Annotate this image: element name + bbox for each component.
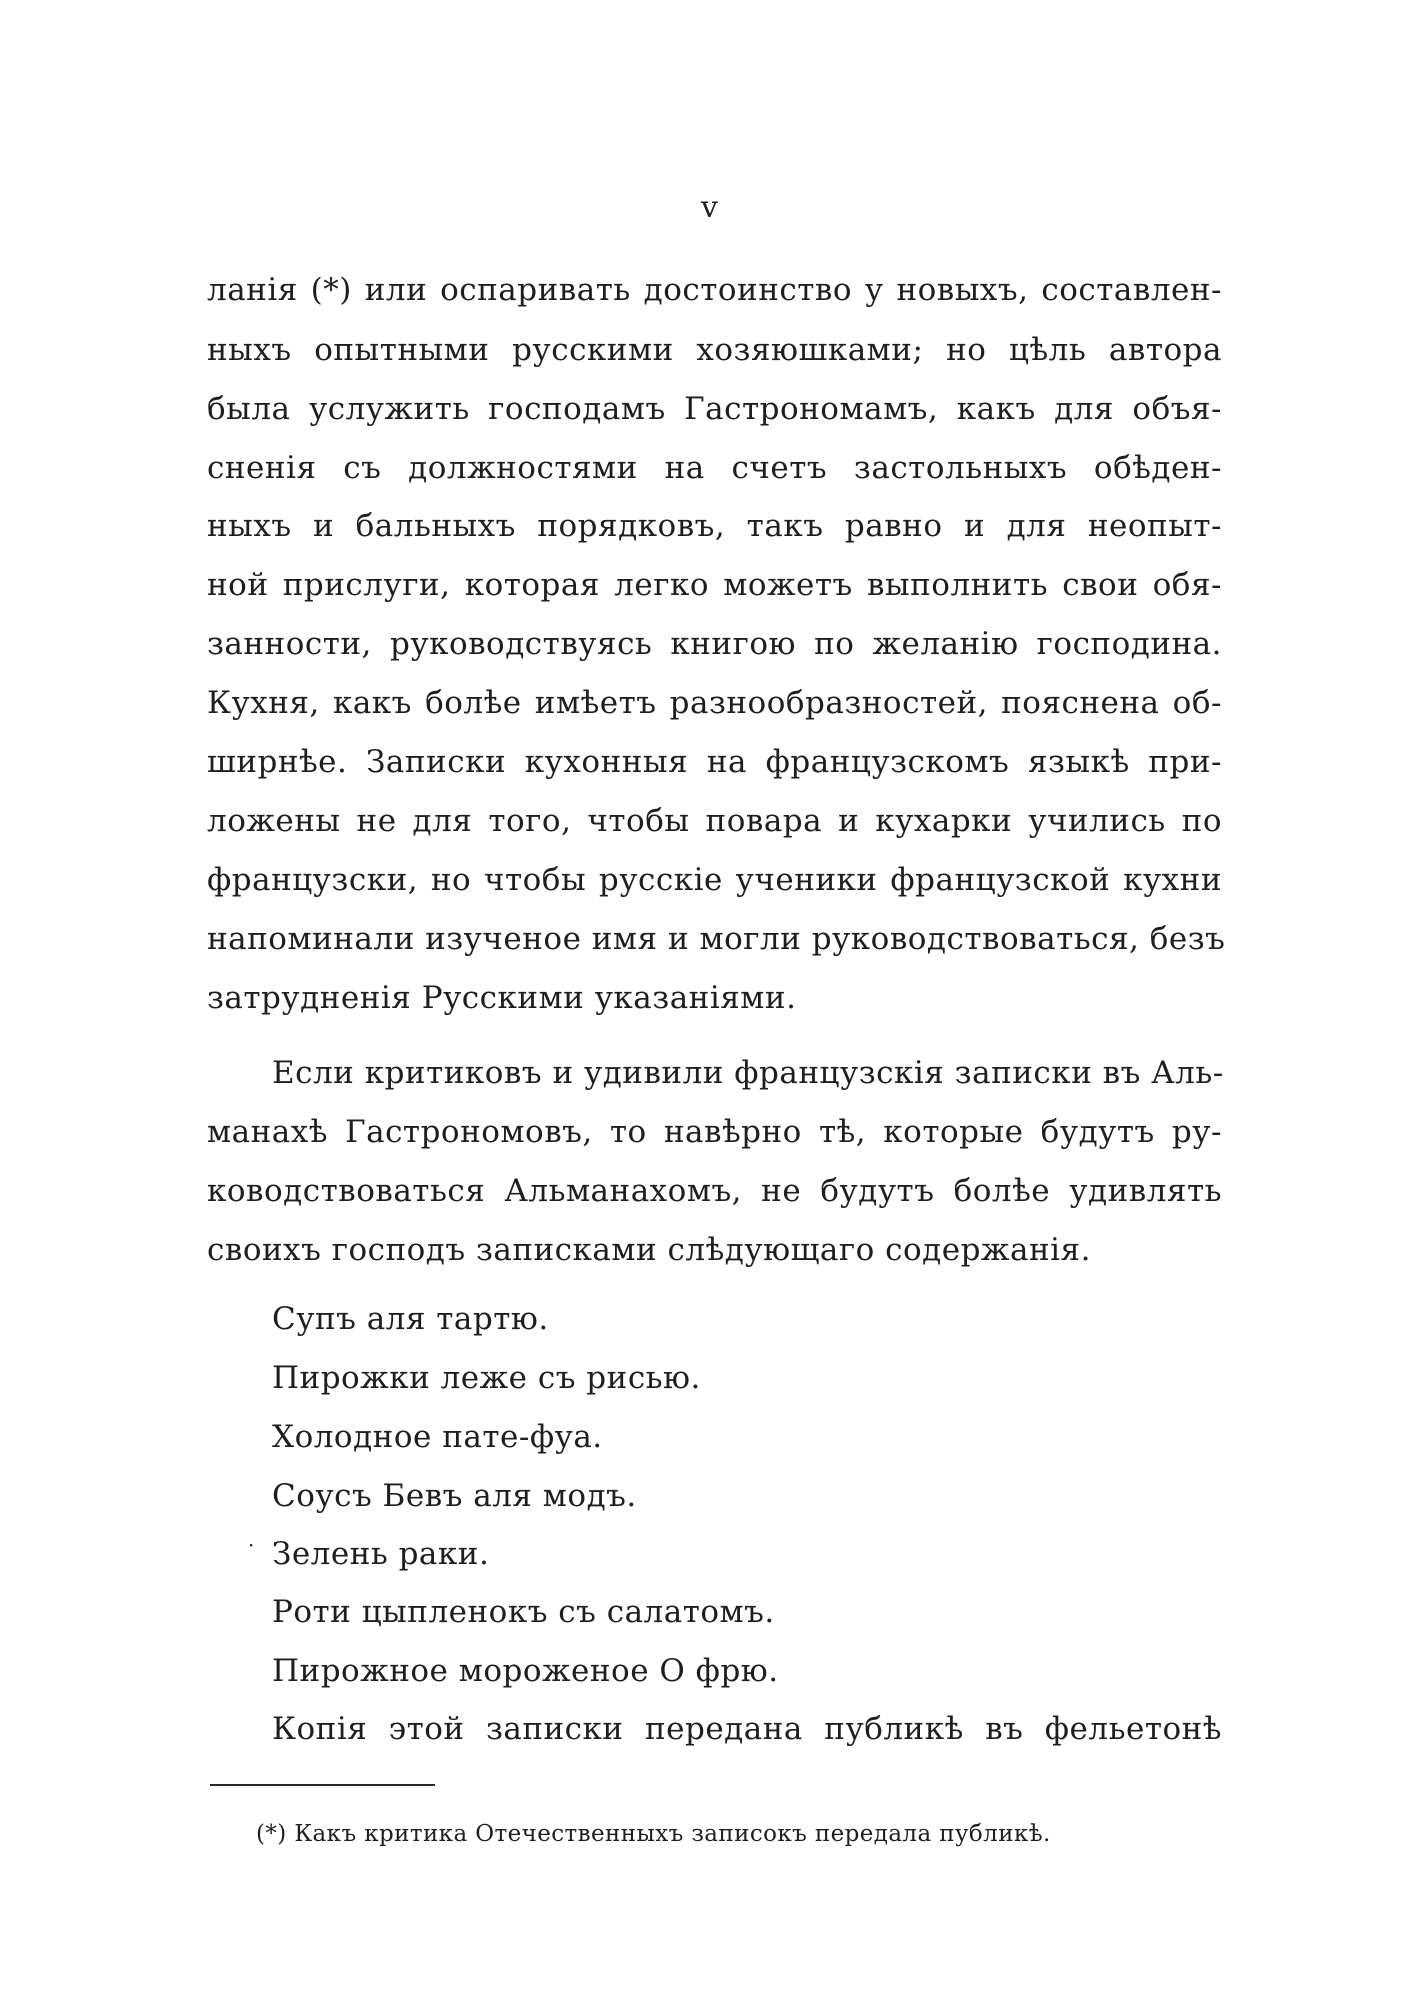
paragraph-1-line: ланія (*) или оспаривать достоинство у новыхъ, составлен- <box>207 272 1222 308</box>
paragraph-1-line: сненія съ должностями на счетъ застольныхъ обѣден- <box>207 450 1222 486</box>
menu-item: Супъ аля тартю. <box>272 1301 549 1337</box>
paragraph-2-line: своихъ господъ записками слѣдующаго содержанія. <box>207 1232 1091 1268</box>
paragraph-1-line: была услужить господамъ Гастрономамъ, какъ для объя- <box>207 391 1222 427</box>
menu-item: Пирожное мороженое О фрю. <box>272 1653 779 1689</box>
footnote-divider <box>210 1784 435 1786</box>
paragraph-1-line: французски, но чтобы русскіе ученики французской кухни <box>207 862 1222 898</box>
paragraph-2-line: ководствоваться Альманахомъ, не будутъ болѣе удивлять <box>207 1173 1222 1209</box>
page-number: v <box>701 190 719 225</box>
paragraph-1-line: напоминали изученое имя и могли руководствоваться, безъ <box>207 921 1226 957</box>
paragraph-1-line: затрудненія Русскими указаніями. <box>207 980 797 1016</box>
paragraph-2-line: Если критиковъ и удивили французскія записки въ Аль- <box>272 1055 1224 1091</box>
paragraph-1-line: Кухня, какъ болѣе имѣетъ разнообразностей, пояснена об- <box>207 685 1222 721</box>
paragraph-1-line: ложены не для того, чтобы повара и кухарки учились по <box>207 803 1222 839</box>
paragraph-1-line: ной прислуги, которая легко можетъ выполнить свои обя- <box>207 567 1222 603</box>
paragraph-2-line: манахѣ Гастрономовъ, то навѣрно тѣ, которые будутъ ру- <box>207 1114 1222 1150</box>
menu-item: Роти цыпленокъ съ салатомъ. <box>272 1594 775 1630</box>
menu-item: Холодное пате-фуа. <box>272 1419 603 1455</box>
paragraph-1-line: ныхъ опытными русскими хозяюшками; но цѣль автора <box>207 332 1222 368</box>
footnote: (*) Какъ критика Отечественныхъ записокъ передала публикѣ. <box>256 1821 1051 1847</box>
paragraph-1-line: ширнѣе. Записки кухонныя на французскомъ языкѣ при- <box>207 744 1222 780</box>
menu-item: Соусъ Бевъ аля модъ. <box>272 1478 637 1514</box>
menu-item: Зелень раки. <box>272 1536 490 1572</box>
paragraph-1-line: ныхъ и бальныхъ порядковъ, такъ равно и для неопыт- <box>207 508 1222 544</box>
closing-line: Копія этой записки передана публикѣ въ фельетонѣ <box>272 1711 1222 1747</box>
paragraph-1-line: занности, руководствуясь книгою по желанію господина. <box>207 626 1222 662</box>
menu-item: Пирожки леже съ рисью. <box>272 1360 701 1396</box>
stray-mark-icon: · <box>248 1533 255 1557</box>
